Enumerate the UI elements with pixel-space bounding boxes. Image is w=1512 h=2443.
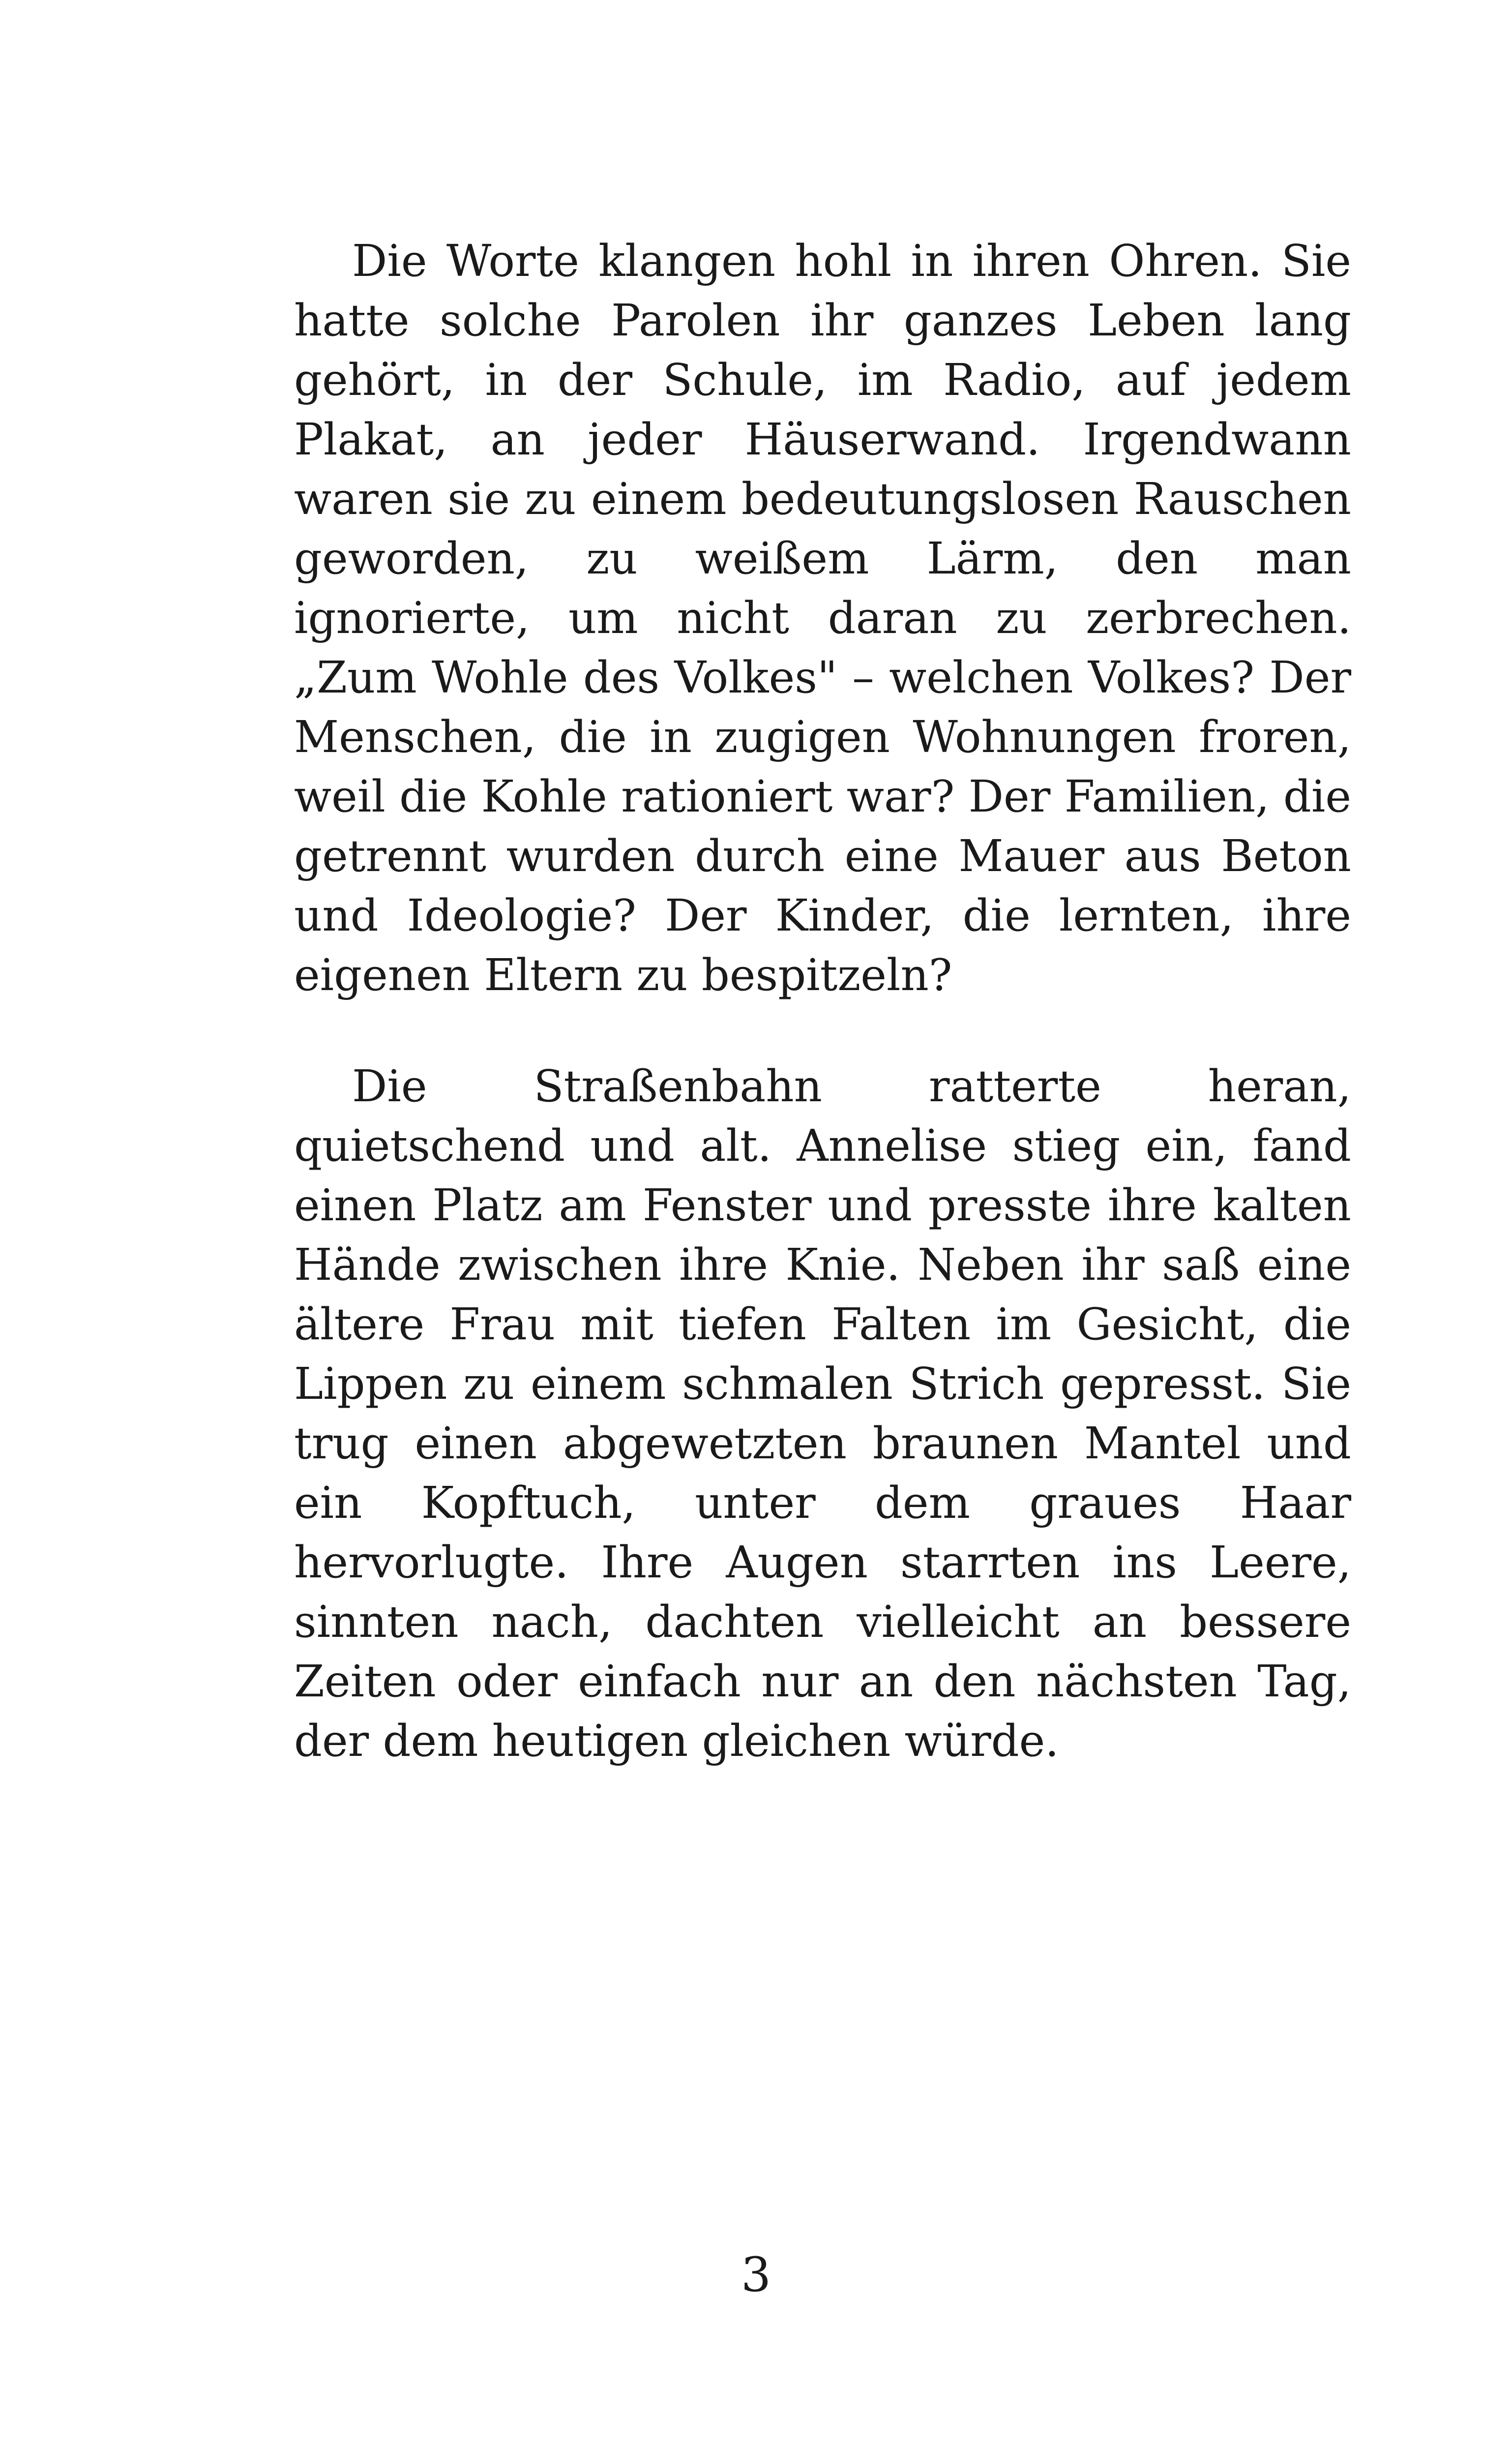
paragraph-1: Die Worte klangen hohl in ihren Ohren. Sie hatte solche Parolen ihr ganzes Leben lang gehört, in der Schule, im Radio, auf jedem Plakat, an jeder Häuserwand. Irgendwann waren sie zu einem bedeutungslosen Rauschen geworden, zu weißem Lärm, den man ignorierte, um nicht daran zu zerbrechen. „Zum Wohle des Volkes" – welchen Volkes? Der Menschen, die in zugigen Wohnungen froren, weil die Kohle rationiert war? Der Familien, die getrennt wurden durch eine Mauer aus Beton und Ideologie? Der Kinder, die lernten, ihre eigenen Eltern zu bespitzeln? (294, 235, 1351, 1000)
paragraph-2: Die Straßenbahn ratterte heran, quietschend und alt. Annelise stieg ein, fand einen Platz am Fenster und presste ihre kalten Hände zwischen ihre Knie. Neben ihr saß eine ältere Frau mit tiefen Falten im Gesicht, die Lippen zu einem schmalen Strich gepresst. Sie trug einen abgewetzten braunen Mantel und ein Kopftuch, unter dem graues Haar hervorlugte. Ihre Augen starrten ins Leere, sinnten nach, dachten vielleicht an bessere Zeiten oder einfach nur an den nächsten Tag, der dem heutigen gleichen würde. (294, 1060, 1351, 1766)
page-number: 3 (741, 2247, 771, 2302)
body-text (294, 231, 1351, 1771)
